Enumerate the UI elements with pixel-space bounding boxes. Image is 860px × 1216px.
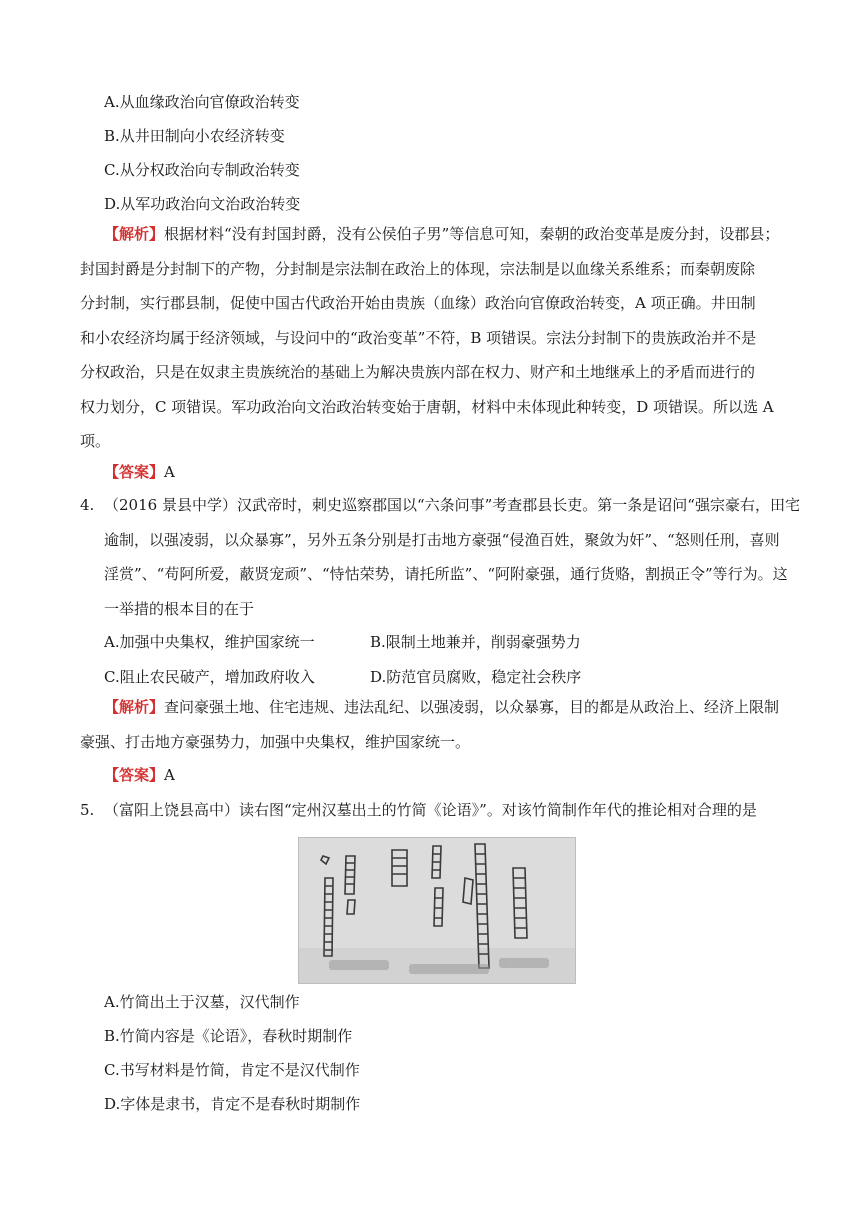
q4-option-c: C.阻止农民破产，增加政府收入 [104, 668, 315, 686]
q4-analysis-line-1: 【解析】查问豪强土地、住宅违规、违法乱纪、以强凌弱，以众暴寡，目的都是从政治上、经济上限制 [104, 698, 780, 716]
q3-analysis-line-3: 分封制，实行郡县制，促使中国古代政治开始由贵族（血缘）政治向官僚政治转变，A 项正确。井田制 [80, 294, 756, 312]
answer-tag: 【答案】 [104, 766, 165, 784]
q4-stem-line-3: 淫赏”、“苟阿所爱，蔽贤宠顽”、“恃怙荣势，请托所监”、“阿附豪强，通行货赂，割损正令”等行为。这 [104, 565, 788, 583]
answer-value: A [164, 463, 175, 481]
q4-stem-line-2: 逾制，以强凌弱，以众暴寡”，另外五条分别是打击地方豪强“侵渔百姓，聚敛为奸”、“怒则任刑，喜则 [104, 530, 780, 549]
q4-number: 4. [80, 496, 95, 514]
bamboo-slips-drawing [299, 838, 575, 983]
q3-option-d: D.从军功政治向文治政治转变 [104, 195, 301, 213]
q5-option-b: B.竹简内容是《论语》，春秋时期制作 [104, 1027, 353, 1045]
q4-option-d: D.防范官员腐败，稳定社会秩序 [370, 668, 582, 686]
q3-analysis-line-6: 权力划分，C 项错误。军功政治向文治政治转变始于唐朝，材料中未体现此种转变，D 项错误。所以选 A [80, 397, 774, 416]
q3-analysis-line-4: 和小农经济均属于经济领域，与设问中的“政治变革”不符，B 项错误。宗法分封制下的贵族政治并不是 [80, 328, 757, 347]
q3-answer [104, 462, 175, 482]
q5-option-a: A.竹简出土于汉墓，汉代制作 [104, 993, 300, 1011]
q5-stem: 5. （富阳上饶县高中）读右图“定州汉墓出土的竹简《论语》”。对该竹简制作年代的推论相对合理的是 [80, 801, 757, 819]
q3-option-a: A.从血缘政治向官僚政治转变 [104, 93, 300, 111]
bamboo-slips-image [298, 837, 576, 984]
analysis-tag: 【解析】 [104, 698, 165, 716]
q3-option-b: B.从井田制向小农经济转变 [104, 127, 285, 145]
q3-analysis-line-5: 分权政治，只是在奴隶主贵族统治的基础上为解决贵族内部在权力、财产和土地继承上的矛盾而进行的 [80, 363, 756, 381]
q5-option-d: D.字体是隶书，肯定不是春秋时期制作 [104, 1095, 361, 1113]
answer-value: A [164, 766, 175, 784]
q4-option-b: B.限制土地兼并，削弱豪强势力 [370, 633, 581, 651]
q5-option-c: C.书写材料是竹简，肯定不是汉代制作 [104, 1061, 360, 1079]
answer-tag: 【答案】 [104, 463, 165, 481]
q5-number: 5. [80, 801, 95, 819]
q4-analysis-line-2: 豪强、打击地方豪强势力，加强中央集权，维护国家统一。 [80, 732, 471, 751]
analysis-tag: 【解析】 [104, 225, 165, 243]
q3-option-c: C.从分权政治向专制政治转变 [104, 161, 300, 179]
q4-option-a: A.加强中央集权，维护国家统一 [104, 633, 315, 651]
q4-answer [104, 765, 175, 785]
q3-analysis-line-1: 【解析】根据材料“没有封国封爵，没有公侯伯子男”等信息可知，秦朝的政治变革是废分封，设郡县； [104, 225, 780, 243]
q3-analysis [80, 217, 792, 459]
q3-analysis-line-2: 封国封爵是分封制下的产物，分封制是宗法制在政治上的体现，宗法制是以血缘关系维系；而秦朝废除 [80, 259, 756, 278]
q4-stem [80, 488, 800, 626]
q4-analysis [80, 690, 792, 759]
q4-stem-line-1: 4. （2016 景县中学）汉武帝时，刺史巡察郡国以“六条问事”考查郡县长吏。第一条是诏问“强宗豪右，田宅 [80, 488, 792, 523]
q3-analysis-line-7: 项。 [80, 432, 111, 450]
q4-stem-line-4: 一举措的根本目的在于 [104, 599, 255, 618]
